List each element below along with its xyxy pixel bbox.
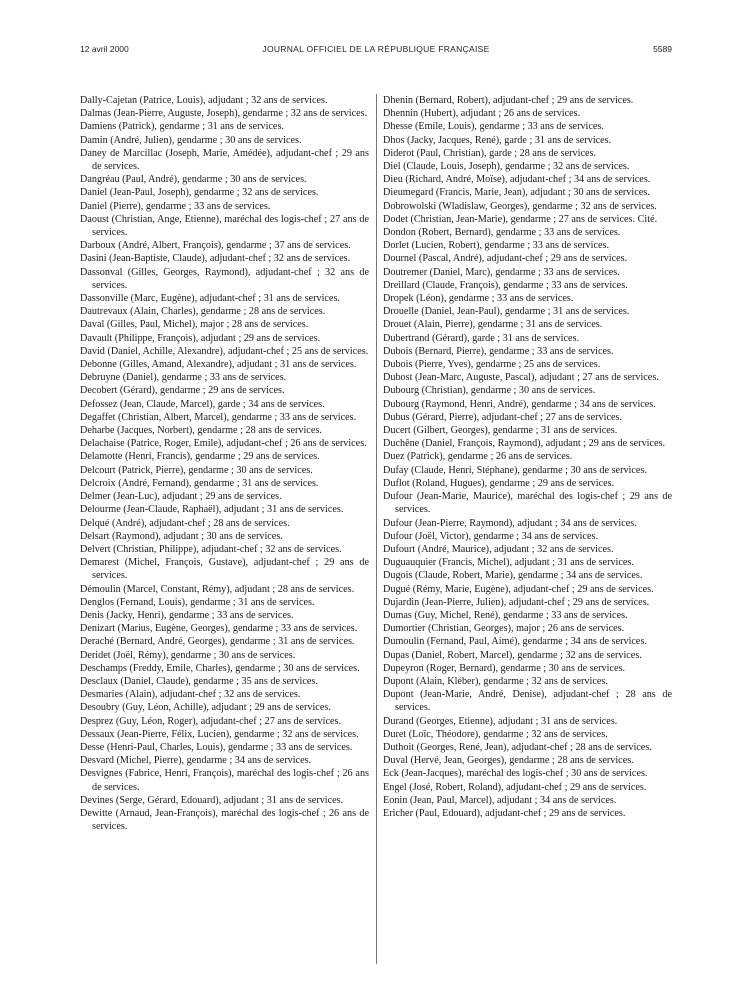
list-item: Duez (Patrick), gendarme ; 26 ans de services.	[383, 451, 573, 463]
list-item: Daoust (Christian, Ange, Etienne), maréchal des logis-chef ; 27 ans de services.	[80, 213, 369, 239]
page-header	[80, 44, 672, 58]
list-item: Desvignes (Fabrice, Henri, François), maréchal des logis-chef ; 26 ans de services.	[80, 768, 369, 793]
list-item: Dumas (Guy, Michel, René), gendarme ; 33 ans de services.	[383, 609, 628, 621]
list-item: Dodet (Christian, Jean-Marie), gendarme ; 27 ans de services. Cité.	[383, 213, 658, 225]
list-item: Decobert (Gérard), gendarme ; 29 ans de services.	[80, 385, 285, 397]
list-item: Dewitte (Arnaud, Jean-François), maréchal des logis-chef ; 26 ans de services.	[80, 807, 369, 833]
list-item: Dessaux (Jean-Pierre, Félix, Lucien), gendarme ; 32 ans de services.	[80, 728, 359, 740]
list-item: Delachaise (Patrice, Roger, Emile), adjudant-chef ; 26 ans de services.	[80, 438, 367, 450]
list-item: Denizart (Marius, Eugène, Georges), gendarme ; 33 ans de services.	[80, 623, 358, 635]
list-item: Dupeyron (Roger, Bernard), gendarme ; 30 ans de services.	[383, 662, 626, 674]
list-item: Delcroix (André, Fernand), gendarme ; 31 ans de services.	[80, 477, 319, 489]
list-item: Desprez (Guy, Léon, Roger), adjudant-chef ; 27 ans de services.	[80, 715, 342, 727]
list-item: Dumoulin (Fernand, Paul, Aimé), gendarme ; 34 ans de services.	[383, 636, 647, 648]
list-item: Dupont (Alain, Kléber), gendarme ; 32 ans de services.	[383, 675, 608, 687]
list-item: Debonne (Gilles, Amand, Alexandre), adjudant ; 31 ans de services.	[80, 359, 357, 371]
list-item: Duguauquier (Francis, Michel), adjudant ; 31 ans de services.	[383, 557, 634, 569]
list-item: Dournel (Pascal, André), adjudant-chef ; 29 ans de services.	[383, 253, 628, 265]
list-item: Dondon (Robert, Bernard), gendarme ; 33 ans de services.	[383, 227, 621, 239]
list-item: Dropek (Léon), gendarme ; 33 ans de services.	[383, 293, 574, 305]
list-item: Delsart (Raymond), adjudant ; 30 ans de services.	[80, 530, 283, 542]
list-item: Dally-Cajetan (Patrice, Louis), adjudant ; 32 ans de services.	[80, 95, 328, 106]
list-item: Engel (José, Robert, Roland), adjudant-chef ; 29 ans de services.	[383, 781, 647, 793]
right-column	[383, 94, 672, 970]
list-item: Dhenin (Bernard, Robert), adjudant-chef ; 29 ans de services.	[383, 95, 634, 106]
list-item: David (Daniel, Achille, Alexandre), adjudant-chef ; 25 ans de services.	[80, 345, 369, 357]
list-item: Dubois (Bernard, Pierre), gendarme ; 33 ans de services.	[383, 345, 614, 357]
list-item: Duval (Hervé, Jean, Georges), gendarme ; 28 ans de services.	[383, 755, 634, 767]
list-item: Drouet (Alain, Pierre), gendarme ; 31 ans de services.	[383, 319, 603, 331]
journal-title: JOURNAL OFFICIEL DE LA RÉPUBLIQUE FRANÇAISE	[262, 44, 490, 54]
list-item: Dhennin (Hubert), adjudant ; 26 ans de services.	[383, 108, 581, 120]
list-item: Delvert (Christian, Philippe), adjudant-chef ; 32 ans de services.	[80, 543, 342, 555]
list-item: Duflot (Roland, Hugues), gendarme ; 29 ans de services.	[383, 477, 615, 489]
list-item: Dreillard (Claude, François), gendarme ; 33 ans de services.	[383, 279, 628, 291]
list-item: Eonin (Jean, Paul, Marcel), adjudant ; 34 ans de services.	[383, 794, 617, 806]
list-item: Durand (Georges, Etienne), adjudant ; 31 ans de services.	[383, 715, 618, 727]
list-item: Darboux (André, Albert, François), gendarme ; 37 ans de services.	[80, 240, 351, 252]
list-item: Deraché (Bernard, André, Georges), gendarme ; 31 ans de services.	[80, 636, 355, 648]
list-item: Dhos (Jacky, Jacques, René), garde ; 31 ans de services.	[383, 134, 612, 146]
list-item: Doutremer (Daniel, Marc), gendarme ; 33 ans de services.	[383, 266, 620, 278]
list-item: Dautrevaux (Alain, Charles), gendarme ; 28 ans de services.	[80, 306, 326, 318]
list-item: Ericher (Paul, Edouard), adjudant-chef ; 29 ans de services.	[383, 807, 626, 819]
list-item: Dupas (Daniel, Robert, Marcel), gendarme ; 32 ans de services.	[383, 649, 642, 661]
list-item: Dufour (Jean-Pierre, Raymond), adjudant ; 34 ans de services.	[383, 517, 637, 529]
list-item: Dubourg (Raymond, Henri, André), gendarme ; 34 ans de services.	[383, 398, 656, 410]
list-item: Duchêne (Daniel, François, Raymond), adjudant ; 29 ans de services.	[383, 438, 666, 450]
list-item: Desmaries (Alain), adjudant-chef ; 32 ans de services.	[80, 689, 301, 701]
list-item: Daniel (Pierre), gendarme ; 33 ans de services.	[80, 200, 271, 212]
list-item: Damin (André, Julien), gendarme ; 30 ans de services.	[80, 134, 302, 146]
list-item: Desclaux (Daniel, Claude), gendarme ; 35 ans de services.	[80, 675, 318, 687]
list-item: Debruyne (Daniel), gendarme ; 33 ans de services.	[80, 372, 287, 384]
list-item: Demarest (Michel, François, Gustave), adjudant-chef ; 29 ans de services.	[80, 557, 369, 582]
list-item: Diderot (Paul, Christian), garde ; 28 ans de services.	[383, 147, 597, 159]
entry-columns	[80, 94, 672, 970]
list-item: Dumortier (Christian, Georges), major ; 26 ans de services.	[383, 623, 625, 635]
list-item: Desvard (Michel, Pierre), gendarme ; 34 ans de services.	[80, 755, 312, 767]
list-item: Dassonval (Gilles, Georges, Raymond), adjudant-chef ; 32 ans de services.	[80, 266, 369, 291]
list-item: Delmer (Jean-Luc), adjudant ; 29 ans de services.	[80, 491, 282, 503]
list-item: Deschamps (Freddy, Emile, Charles), gendarme ; 30 ans de services.	[80, 662, 360, 674]
list-item: Daney de Marcillac (Joseph, Marie, Amédée), adjudant-chef ; 29 ans de services.	[80, 147, 369, 173]
list-item: Daval (Gilles, Paul, Michel), major ; 28 ans de services.	[80, 319, 309, 331]
list-item: Dubost (Jean-Marc, Auguste, Pascal), adjudant ; 27 ans de services.	[383, 372, 659, 384]
list-item: Dubertrand (Gérard), garde ; 31 ans de services.	[383, 332, 580, 344]
left-column	[80, 94, 369, 970]
list-item: Daniel (Jean-Paul, Joseph), gendarme ; 32 ans de services.	[80, 187, 319, 199]
list-item: Dubois (Pierre, Yves), gendarme ; 25 ans de services.	[383, 359, 601, 371]
list-item: Desse (Henri-Paul, Charles, Louis), gendarme ; 33 ans de services.	[80, 741, 353, 753]
list-item: Dubourg (Christian), gendarme ; 30 ans de services.	[383, 385, 596, 397]
list-item: Dufour (Joël, Victor), gendarme ; 34 ans de services.	[383, 530, 599, 542]
list-item: Duret (Loïc, Théodore), gendarme ; 32 ans de services.	[383, 728, 608, 740]
list-item: Deridet (Joël, Rémy), gendarme ; 30 ans de services.	[80, 649, 296, 661]
page-number: 5589	[653, 44, 672, 54]
list-item: Drouelle (Daniel, Jean-Paul), gendarme ; 31 ans de services.	[383, 306, 630, 318]
list-item: Delqué (André), adjudant-chef ; 28 ans de services.	[80, 517, 290, 529]
list-item: Defossez (Jean, Claude, Marcel), garde ; 34 ans de services.	[80, 398, 325, 410]
list-item: Dieumegard (Francis, Marie, Jean), adjudant ; 30 ans de services.	[383, 187, 650, 199]
list-item: Davault (Philippe, François), adjudant ; 29 ans de services.	[80, 332, 321, 344]
list-item: Delamotte (Henri, Francis), gendarme ; 29 ans de services.	[80, 451, 320, 463]
list-item: Denglos (Fernand, Louis), gendarme ; 31 ans de services.	[80, 596, 315, 608]
list-item: Dugois (Claude, Robert, Marie), gendarme ; 34 ans de services.	[383, 570, 643, 582]
list-item: Dufour (Jean-Marie, Maurice), maréchal des logis-chef ; 29 ans de services.	[383, 491, 672, 516]
list-item: Delcourt (Patrick, Pierre), gendarme ; 30 ans de services.	[80, 464, 313, 476]
list-item: Dorlet (Lucien, Robert), gendarme ; 33 ans de services.	[383, 240, 610, 252]
list-item: Dobrowolski (Wladislaw, Georges), gendarme ; 32 ans de services.	[383, 200, 657, 212]
list-item: Dalmas (Jean-Pierre, Auguste, Joseph), gendarme ; 32 ans de services.	[80, 108, 368, 120]
list-item: Duthoit (Georges, René, Jean), adjudant-chef ; 28 ans de services.	[383, 741, 652, 753]
list-item: Eck (Jean-Jacques), maréchal des logis-chef ; 30 ans de services.	[383, 768, 648, 780]
list-item: Dangréau (Paul, André), gendarme ; 30 ans de services.	[80, 174, 307, 186]
list-item: Denis (Jacky, Henri), gendarme ; 33 ans de services.	[80, 609, 294, 621]
list-item: Devines (Serge, Gérard, Edouard), adjudant ; 31 ans de services.	[80, 794, 344, 806]
list-item: Dassonville (Marc, Eugène), adjudant-chef ; 31 ans de services.	[80, 293, 340, 305]
list-item: Dieu (Richard, André, Moïse), adjudant-chef ; 34 ans de services.	[383, 174, 651, 186]
list-item: Diel (Claude, Louis, Joseph), gendarme ; 32 ans de services.	[383, 161, 630, 173]
list-item: Dufay (Claude, Henri, Stéphane), gendarme ; 30 ans de services.	[383, 464, 647, 476]
list-item: Deharbe (Jacques, Norbert), gendarme ; 28 ans de services.	[80, 425, 322, 437]
list-item: Dupont (Jean-Marie, André, Denise), adjudant-chef ; 28 ans de services.	[383, 689, 672, 714]
publication-date: 12 avril 2000	[80, 44, 129, 54]
list-item: Delourme (Jean-Claude, Raphaël), adjudant ; 31 ans de services.	[80, 504, 344, 516]
list-item: Dujardin (Jean-Pierre, Julien), adjudant-chef ; 29 ans de services.	[383, 596, 650, 608]
list-item: Dufourt (André, Maurice), adjudant ; 32 ans de services.	[383, 543, 614, 555]
list-item: Dasini (Jean-Baptiste, Claude), adjudant-chef ; 32 ans de services.	[80, 253, 351, 265]
list-item: Dubus (Gérard, Pierre), adjudant-chef ; 27 ans de services.	[383, 411, 623, 423]
list-item: Ducert (Gilbert, Georges), gendarme ; 31 ans de services.	[383, 425, 618, 437]
list-item: Damiens (Patrick), gendarme ; 31 ans de services.	[80, 121, 284, 133]
list-item: Degaffet (Christian, Albert, Marcel), gendarme ; 33 ans de services.	[80, 411, 357, 423]
list-item: Démoulin (Marcel, Constant, Rémy), adjudant ; 28 ans de services.	[80, 583, 355, 595]
list-item: Desoubry (Guy, Léon, Achille), adjudant ; 29 ans de services.	[80, 702, 331, 714]
list-item: Dhesse (Emile, Louis), gendarme ; 33 ans de services.	[383, 121, 604, 133]
list-item: Dugué (Rémy, Marie, Eugène), adjudant-chef ; 29 ans de services.	[383, 583, 654, 595]
